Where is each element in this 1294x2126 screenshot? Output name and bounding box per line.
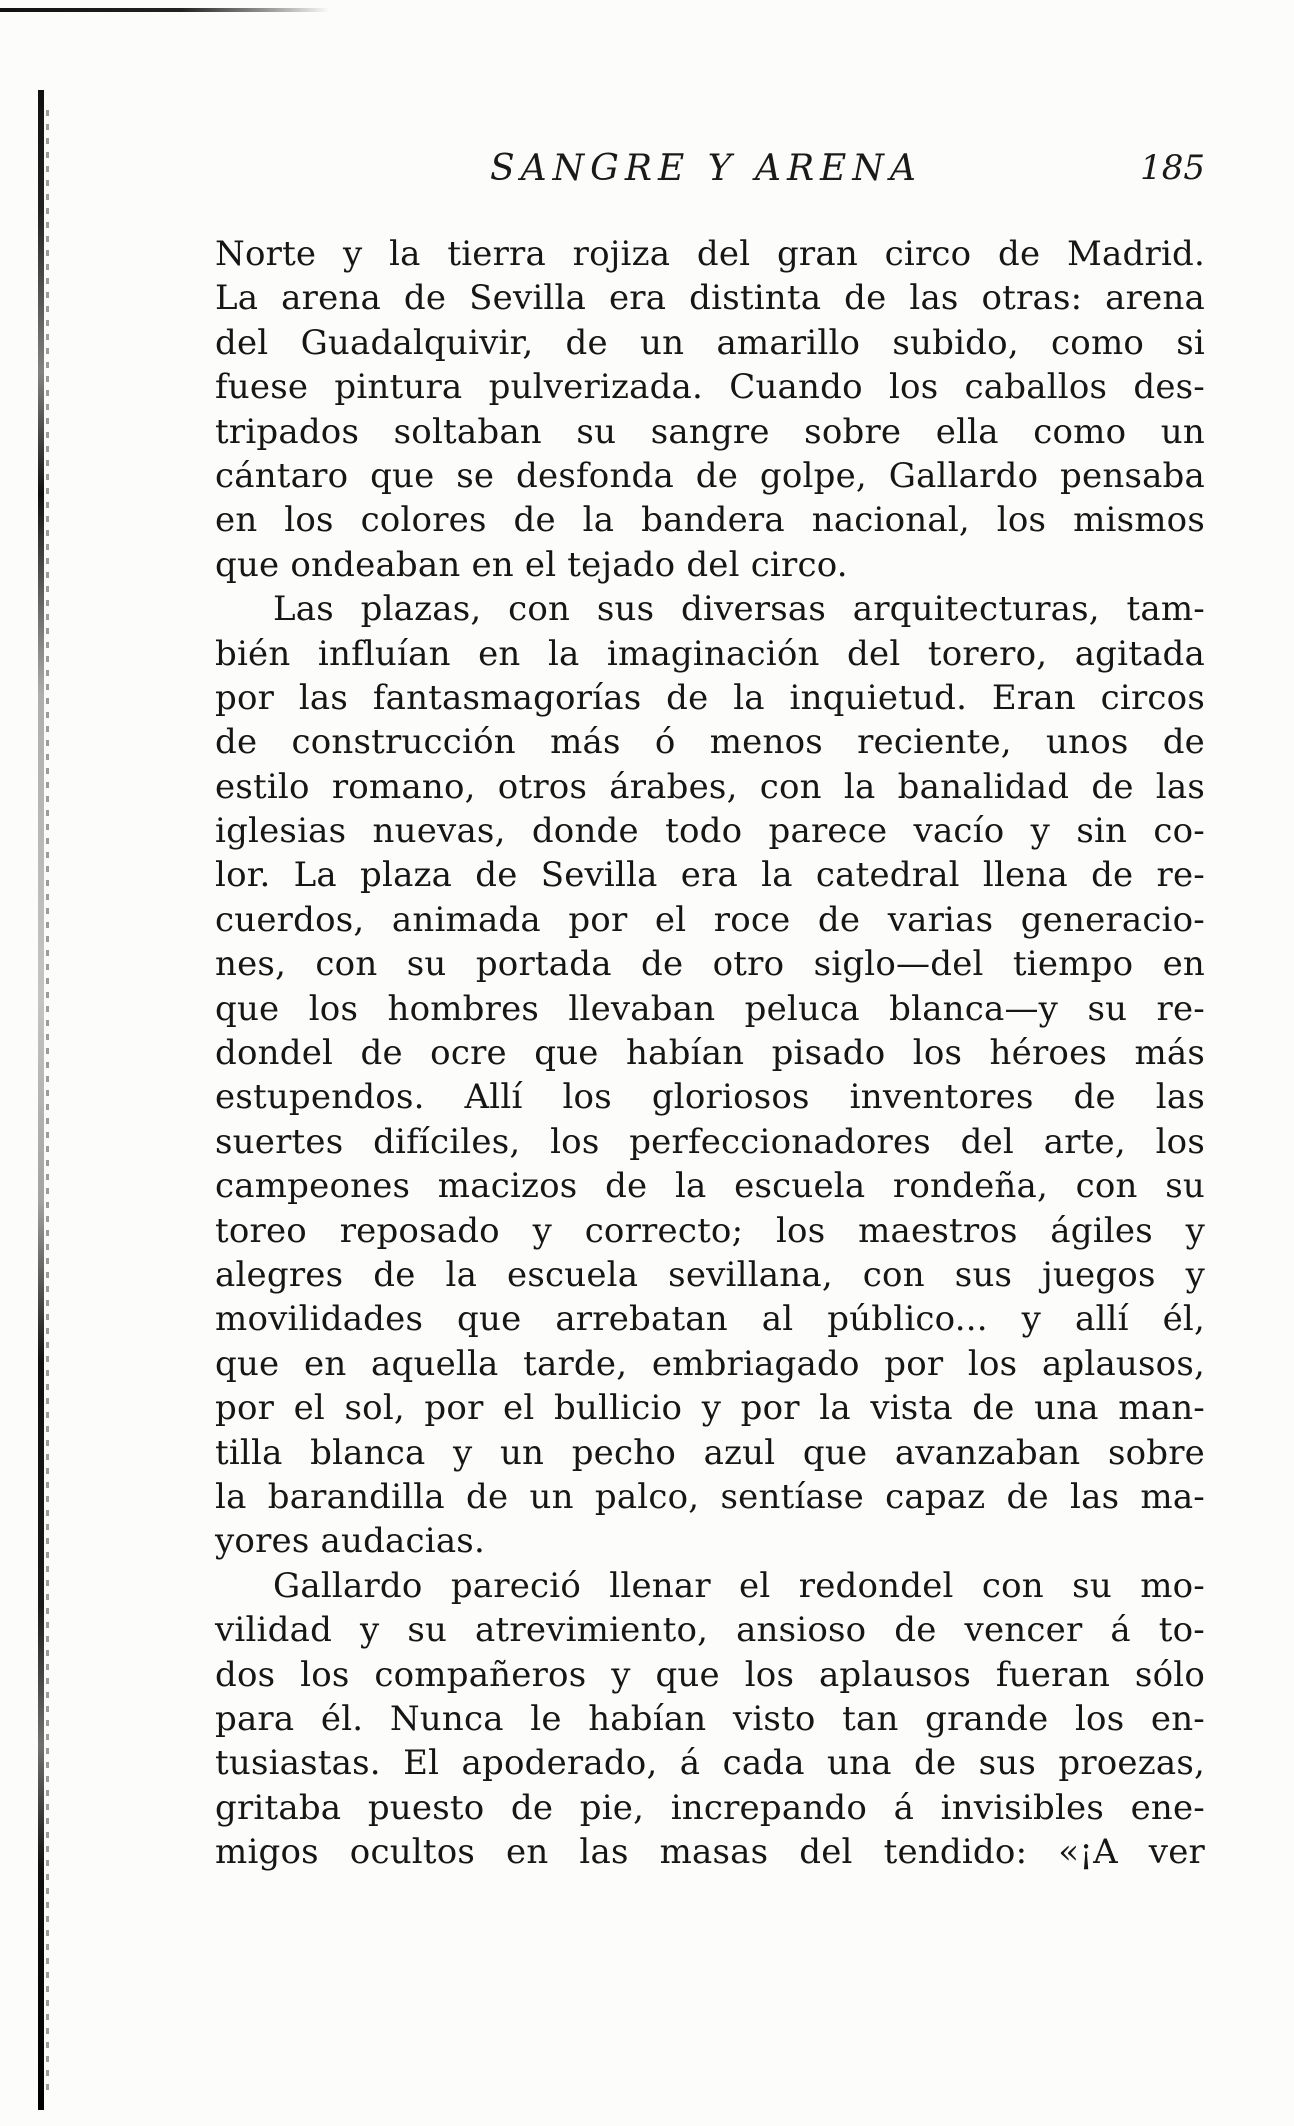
text-line: alegres de la escuela sevillana, con sus juegos y — [215, 1254, 1205, 1295]
text-line: cuerdos, animada por el roce de varias generacio- — [215, 899, 1205, 940]
page-number: 185 — [1140, 148, 1205, 188]
text-line: en los colores de la bandera nacional, los mismos — [215, 500, 1205, 541]
text-line: para él. Nunca le habían visto tan grande los en- — [215, 1698, 1205, 1739]
text-line: por el sol, por el bullicio y por la vista de una man- — [215, 1388, 1205, 1429]
text-line: que en aquella tarde, embriagado por los aplausos, — [215, 1343, 1205, 1384]
paragraph-start-line: Las plazas, con sus diversas arquitecturas, tam- — [273, 589, 1205, 630]
text-line: tilla blanca y un pecho azul que avanzaban sobre — [215, 1432, 1205, 1473]
paragraph-end-line: yores audacias. — [215, 1521, 485, 1562]
running-title: SANGRE Y ARENA — [490, 148, 922, 189]
text-line: estupendos. Allí los gloriosos inventores de las — [215, 1077, 1205, 1118]
body-text — [215, 232, 1205, 1874]
text-line: suertes difíciles, los perfeccionadores del arte, los — [215, 1121, 1205, 1162]
text-line: iglesias nuevas, donde todo parece vacío y sin co- — [215, 811, 1205, 852]
text-line: lor. La plaza de Sevilla era la catedral llena de re- — [215, 855, 1205, 896]
text-line: nes, con su portada de otro siglo—del tiempo en — [215, 944, 1205, 985]
text-line: bién influían en la imaginación del torero, agitada — [215, 633, 1205, 674]
text-line: Norte y la tierra rojiza del gran circo de Madrid. — [215, 234, 1205, 274]
text-line: que los hombres llevaban peluca blanca—y su re- — [215, 988, 1205, 1029]
text-line: campeones macizos de la escuela rondeña, con su — [215, 1166, 1205, 1207]
paragraph-end-line: que ondeaban en el tejado del circo. — [215, 544, 848, 585]
paragraph-start-line: Gallardo pareció llenar el redondel con su mo- — [273, 1565, 1205, 1606]
text-line: la barandilla de un palco, sentíase capaz de las ma- — [215, 1476, 1205, 1517]
text-line: gritaba puesto de pie, increpando á invisibles ene- — [215, 1787, 1205, 1828]
text-line: tripados soltaban su sangre sobre ella como un — [215, 411, 1205, 452]
text-line: estilo romano, otros árabes, con la banalidad de las — [215, 766, 1205, 807]
text-line: dos los compañeros y que los aplausos fueran sólo — [215, 1654, 1205, 1695]
text-line: La arena de Sevilla era distinta de las otras: arena — [215, 278, 1205, 319]
text-line: tusiastas. El apoderado, á cada una de sus proezas, — [215, 1743, 1205, 1784]
text-line: vilidad y su atrevimiento, ansioso de vencer á to- — [215, 1610, 1205, 1651]
text-line: movilidades que arrebatan al público... y allí él, — [215, 1299, 1205, 1340]
text-line: del Guadalquivir, de un amarillo subido, como si — [215, 322, 1205, 363]
text-line: cántaro que se desfonda de golpe, Gallardo pensaba — [215, 455, 1205, 496]
text-line: toreo reposado y correcto; los maestros ágiles y — [215, 1210, 1205, 1251]
text-line: fuese pintura pulverizada. Cuando los caballos des- — [215, 367, 1205, 408]
running-header — [215, 148, 1205, 198]
text-line: dondel de ocre que habían pisado los héroes más — [215, 1033, 1205, 1074]
text-line: de construcción más ó menos reciente, unos de — [215, 722, 1205, 763]
scan-artifact-binding-shadow — [46, 110, 49, 2090]
text-line: migos ocultos en las masas del tendido: «¡A ver — [215, 1832, 1205, 1873]
scan-artifact-top — [0, 8, 330, 12]
scan-artifact-binding-edge — [38, 90, 44, 2110]
text-line: por las fantasmagorías de la inquietud. Eran circos — [215, 677, 1205, 718]
